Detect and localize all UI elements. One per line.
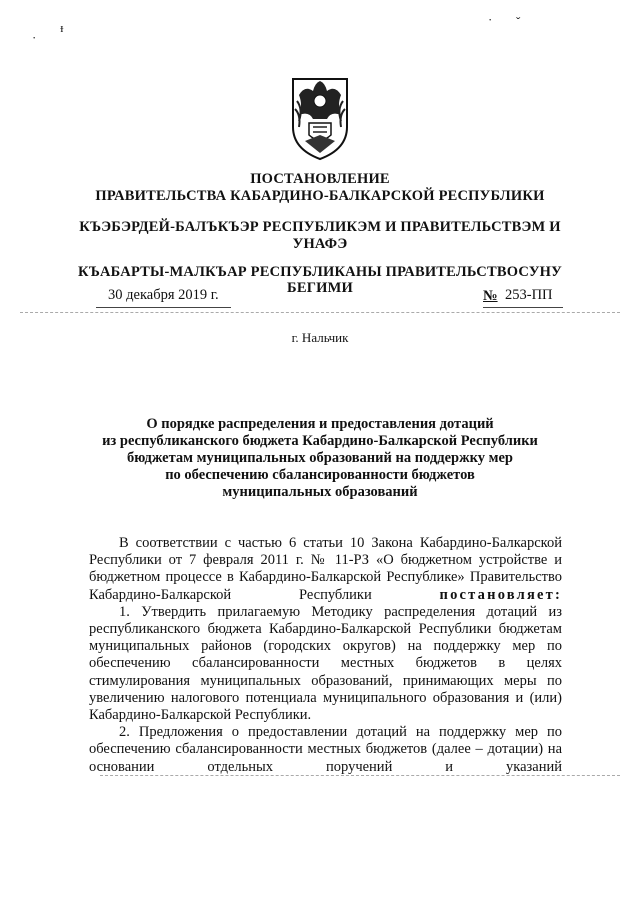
document-date: 30 декабря 2019 г. — [108, 287, 219, 303]
scan-mark: ˇ — [516, 14, 521, 29]
document-number: 253-ПП — [505, 287, 553, 303]
scan-mark: · — [32, 30, 37, 45]
title-line: по обеспечению сбалансированности бюджетов — [165, 467, 475, 483]
header-line: ПРАВИТЕЛЬСТВА КАБАРДИНО-БАЛКАРСКОЙ РЕСПУБЛИКИ — [95, 188, 545, 204]
scan-mark: ᵻ — [60, 20, 64, 35]
coat-of-arms-emblem — [291, 75, 349, 161]
scan-mark: · — [488, 12, 493, 27]
city-name: г. Нальчик — [291, 330, 349, 345]
paragraph-2: 2. Предложения о предоставлении дотаций на поддержку мер по обеспечению сбалансированности местных бюджетов (далее – дотации) на основании отдельных поручений и указаний — [89, 724, 562, 775]
document-title — [80, 416, 560, 501]
paragraph-1: 1. Утвердить прилагаемую Методику распределения дотаций из республиканского бюджета Кабардино-Балкарской Республики бюджетам муниципальных районов (городских округов) на поддержку мер по обеспечению сбалансированности местных бюджетов в целях стимулирования муниципальных образований, принимающих меры по увеличению налогового потенциала муниципального образования и (или) Кабардино-Балкарской Республики. — [89, 603, 562, 724]
separator-line — [20, 312, 620, 313]
title-line: О порядке распределения и предоставления дотаций — [146, 416, 494, 432]
title-line: бюджетам муниципальных образований на поддержку мер — [127, 450, 513, 466]
preamble-text: В соответствии с частью 6 статьи 10 Закона Кабардино-Балкарской Республики от 7 февраля 2011 г. № 11-РЗ «О бюджетном устройстве и бюджетном процессе в Кабардино-Балкарской Республике» Правительство Кабардино-Балкарской Республики — [89, 535, 562, 603]
scan-line — [100, 775, 620, 776]
document-body — [89, 535, 562, 776]
number-underline — [483, 307, 563, 308]
date-underline — [96, 307, 231, 308]
header-line: ПОСТАНОВЛЕНИЕ — [250, 171, 390, 187]
title-line: из республиканского бюджета Кабардино-Балкарской Республики — [102, 433, 538, 449]
number-label: № — [483, 288, 498, 304]
decree-keyword: постановляет: — [439, 586, 562, 603]
paragraph-preamble — [89, 535, 562, 604]
title-line: муниципальных образований — [222, 484, 418, 500]
header-line: КЪАБАРТЫ-МАЛКЪАР РЕСПУБЛИКАНЫ ПРАВИТЕЛЬСТВОСУНУ — [78, 264, 562, 280]
header-line: КЪЭБЭРДЕЙ-БАЛЪКЪЭР РЕСПУБЛИКЭМ И ПРАВИТЕЛЬСТВЭМ И — [79, 219, 561, 235]
header-line: БЕГИМИ — [287, 280, 353, 296]
header-line: УНАФЭ — [292, 236, 348, 252]
